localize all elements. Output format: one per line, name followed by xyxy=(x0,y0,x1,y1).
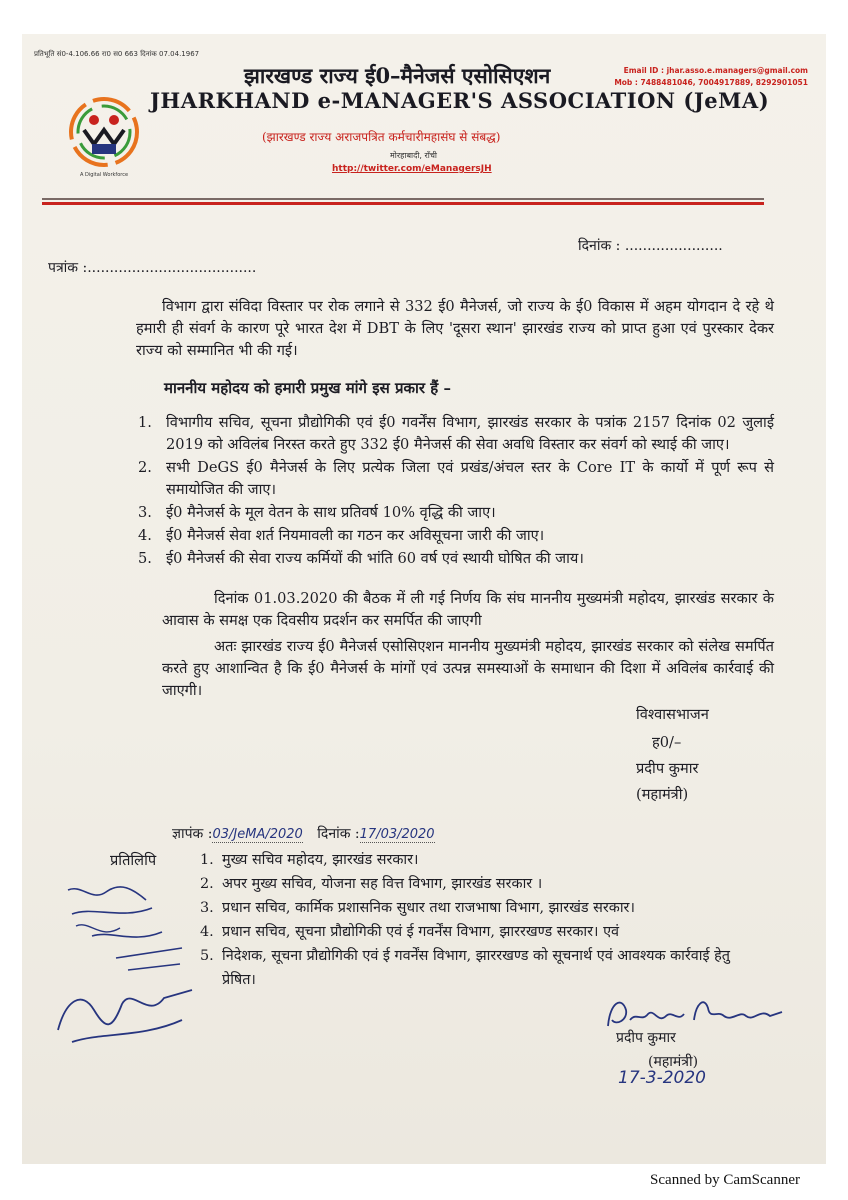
contact-email: Email ID : jhar.asso.e.managers@gmail.com xyxy=(623,66,808,75)
reference-field: पत्रांक :...................................... xyxy=(48,260,257,276)
jema-logo-emblem xyxy=(64,94,144,190)
copy-list xyxy=(200,848,760,992)
association-name-english: JHARKHAND e-MANAGER'S ASSOCIATION (JeMA) xyxy=(150,88,770,113)
city-line: मोरहाबादी, राँची xyxy=(390,151,437,160)
association-name-hindi: झारखण्ड राज्य ई0–मैनेजर्स एसोसिएशन xyxy=(244,63,551,88)
signatory-name: प्रदीप कुमार xyxy=(636,760,699,777)
list-item: 2. अपर मुख्य सचिव, योजना सह वित्त विभाग, झारखंड सरकार । xyxy=(200,876,543,892)
signatory-designation: (महामंत्री) xyxy=(636,786,689,803)
list-item: 3. ई0 मैनेजर्स के मूल वेतन के साथ प्रतिवर्ष 10% वृद्धि की जाए। xyxy=(138,504,496,521)
list-item: 3. प्रधान सचिव, कार्मिक प्रशासनिक सुधार तथा राजभाषा विभाग, झारखंड सरकार। xyxy=(200,900,635,916)
header-divider xyxy=(42,198,764,200)
meeting-paragraph: दिनांक 01.03.2020 की बैठक में ली गई निर्णय कि संघ माननीय मुख्यमंत्री महोदय, झारखंड सरकार के आवास के समक्ष एक दिवसीय प्रदर्शन कर समर्पित की जाएगी xyxy=(162,590,774,629)
list-item: 4. ई0 मैनेजर्स सेवा शर्त नियमावली का गठन कर अविसूचना जारी की जाए। xyxy=(138,527,545,544)
demands-heading: माननीय महोदय को हमारी प्रमुख मांगे इस प्रकार हैं – xyxy=(164,379,451,397)
closing-salutation: विश्वासभाजन xyxy=(636,706,709,723)
signatory-name-2: प्रदीप कुमार xyxy=(616,1030,676,1046)
svg-text:A Digital Workforce: A Digital Workforce xyxy=(79,172,129,178)
received-stamp-scribble xyxy=(62,880,192,990)
header-divider-red xyxy=(42,202,764,205)
request-paragraph: अतः झारखंड राज्य ई0 मैनेजर्स एसोसिएशन माननीय मुख्यमंत्री महोदय, झारखंड सरकार को संलेख समर्पित करते हुए आशान्वित है कि ई0 मैनेजर्स के मांगों एवं उत्पन्न समस्याओं के समाधान की दिशा में अविलंब कार्रवाई की जाएगी। xyxy=(162,638,774,699)
list-item: 5. ई0 मैनेजर्स की सेवा राज्य कर्मियों की भांति 60 वर्ष एवं स्थायी घोषित की जाय। xyxy=(138,550,584,567)
signed-mark: ह0/– xyxy=(652,734,682,751)
memo-number: ज्ञापंक :03/JeMA/2020 दिनांक :17/03/2020 xyxy=(172,826,435,842)
received-initials-scribble xyxy=(52,980,202,1050)
signatory-designation-2: (महामंत्री) xyxy=(648,1054,699,1070)
list-item: 4. प्रधान सचिव, सूचना प्रौद्योगिकी एवं ई गवर्नेंस विभाग, झाररखण्ड सरकार। एवं xyxy=(200,924,620,940)
date-field: दिनांक : ...................... xyxy=(578,238,723,254)
twitter-link[interactable]: http://twitter.com/eManagersJH xyxy=(332,164,492,174)
list-item: 1. विभागीय सचिव, सूचना प्रौद्योगिकी एवं ई0 गवर्नेंस विभाग, झारखंड सरकार के पत्रांक 2157 दिनांक 02 जुलाई 2019 को अविलंब निरस्त करते हुए 332 ई0 मैनेजर्स की सेवा अवधि विस्तार कर संवर्ग को स्थाई की जाए। xyxy=(138,414,774,453)
list-item: 5. निदेशक, सूचना प्रौद्योगिकी एवं ई गवर्नेंस विभाग, झाररखण्ड को सूचनार्थ एवं आवश्यक कार्रवाई हेतु प्रेषित। xyxy=(200,948,730,988)
camscanner-watermark: Scanned by CamScanner xyxy=(650,1172,800,1188)
contact-mobile: Mob : 7488481046, 7004917889, 8292901051 xyxy=(614,78,808,87)
copy-to-label: प्रतिलिपि xyxy=(110,852,157,869)
intro-paragraph: विभाग द्वारा संविदा विस्तार पर रोक लगाने से 332 ई0 मैनेजर्स, जो राज्य के ई0 विकास में अहम योगदान दे रहे थे हमारी ही संवर्ग के कारण पूरे भारत देश में DBT के लिए 'दूसरा स्थान' झारखंड राज्य को प्राप्त हुआ एवं पुरस्कार देकर राज्य को सम्मानित भी की गई। xyxy=(136,298,774,359)
affiliation-line: (झारखण्ड राज्य अराजपत्रित कर्मचारीमहासंघ से संबद्ध) xyxy=(262,130,501,144)
demands-list xyxy=(138,412,774,571)
registration-number: प्रतिभूति सं0-4.106.66 रा0 स0 663 दिनांक 07.04.1967 xyxy=(34,50,200,58)
list-item: 1. मुख्य सचिव महोदय, झारखंड सरकार। xyxy=(200,852,419,868)
list-item: 2. सभी DeGS ई0 मैनेजर्स के लिए प्रत्येक जिला एवं प्रखंड/अंचल स्तर के Core IT के कार्यो में पूर्ण रूप से समायोजित की जाए। xyxy=(138,459,774,498)
handwritten-date: 17-3-2020 xyxy=(618,1068,706,1088)
